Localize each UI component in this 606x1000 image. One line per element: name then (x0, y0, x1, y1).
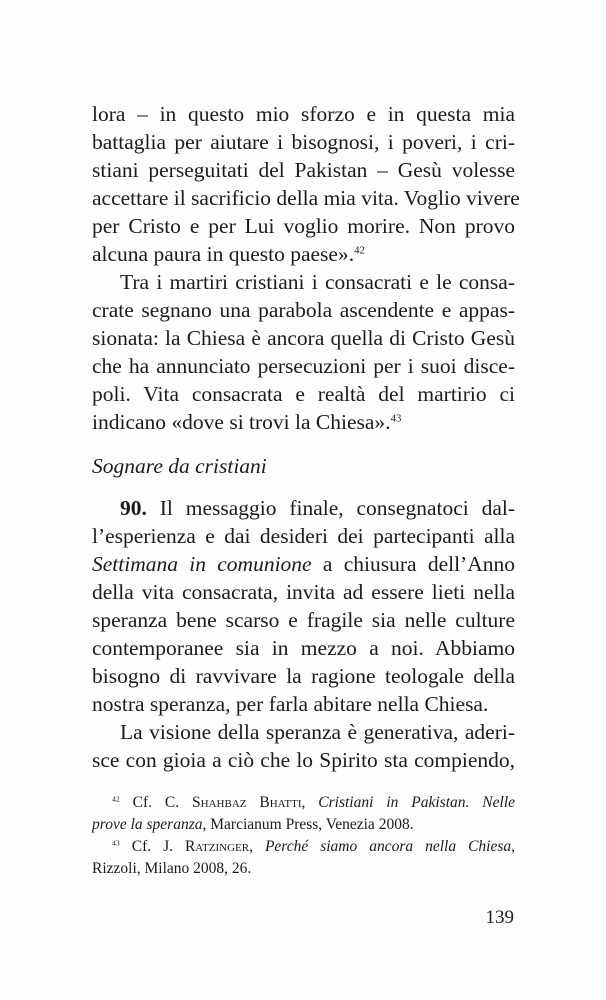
footnote-43: $^{43}$ Cf. J. Ratzinger, Perché siamo ancora nella Chiesa, (112, 838, 516, 855)
body-line: accettare il sacrificio della mia vita. Voglio vivere (92, 186, 520, 210)
page-number: 139 (485, 907, 514, 928)
body-line-text: a chiusura dell’Anno (322, 552, 515, 576)
body-line: che ha annunciato persecuzioni per i suoi disce- (92, 354, 515, 378)
footnote-author: Ratzinger (184, 838, 250, 855)
body-line: battaglia per aiutare i bisognosi, i poveri, i cri- (92, 130, 515, 154)
body-line-text: Il messaggio finale, consegnatoci dal- (159, 496, 515, 520)
body-line: Tra i martiri cristiani i consacrati e le consa- (120, 270, 515, 294)
footnote-42-cont (92, 814, 515, 836)
body-line: crate segnano una parabola ascendente e appas- (92, 298, 515, 322)
body-line (92, 550, 515, 578)
body-line: lora – in questo mio sforzo e in questa mia (92, 102, 515, 126)
body-line (120, 494, 515, 522)
footnote-text: Cf. J. (131, 838, 185, 855)
body-line: per Cristo e per Lui voglio morire. Non provo (92, 214, 515, 238)
footnote-title: Perché siamo ancora nella Chiesa (264, 838, 512, 855)
footnote-text: , Marcianum Press, Venezia 2008. (202, 816, 414, 833)
body-line: contemporanee sia in mezzo a noi. Abbiamo (92, 636, 515, 660)
body-line: sionata: la Chiesa è ancora quella di Cristo Gesù (92, 326, 515, 350)
section-heading: Sognare da cristiani (92, 454, 267, 478)
body-line: poli. Vita consacrata e realtà del martirio ci (92, 382, 515, 406)
body-line: nostra speranza, per farla abitare nella Chiesa. (92, 692, 489, 716)
footnote-number: 43 (112, 838, 120, 848)
body-line (92, 240, 515, 268)
italic-title: Settimana in comunione (92, 552, 312, 576)
body-line: La visione della speranza è generativa, aderi- (120, 720, 515, 744)
footnote-ref: 43 (390, 412, 402, 425)
body-line (92, 408, 515, 436)
footnote-title: Cristiani in Pakistan. Nelle (318, 794, 516, 811)
footnote-text: Cf. C. (132, 794, 193, 811)
body-line: della vita consacrata, invita ad essere lieti nella (92, 580, 515, 604)
footnote-43-cont: Rizzoli, Milano 2008, 26. (92, 860, 252, 877)
body-line: speranza bene scarso e fragile sia nelle culture (92, 608, 515, 632)
footnote-title: prove la speranza (92, 816, 203, 833)
paragraph-number: 90. (120, 496, 147, 520)
footnote-ref: 42 (354, 244, 365, 257)
body-line-text: indicano «dove si trovi la Chiesa». (92, 410, 391, 434)
body-line: stiani perseguitati del Pakistan – Gesù volesse (92, 158, 515, 182)
body-line-text: alcuna paura in questo paese». (92, 242, 355, 266)
footnote-42: $^{42}$ Cf. C. Shahbaz Bhatti, Cristiani in Pakistan. Nelle (112, 794, 516, 811)
body-line: bisogno di ravvivare la ragione teologale della (92, 664, 515, 688)
body-line: l’esperienza e dai desideri dei partecipanti alla (92, 524, 515, 548)
body-line: sce con gioia a ciò che lo Spirito sta compiendo, (92, 748, 515, 772)
footnote-number: 42 (112, 794, 120, 804)
footnote-author: Shahbaz Bhatti (192, 794, 302, 811)
